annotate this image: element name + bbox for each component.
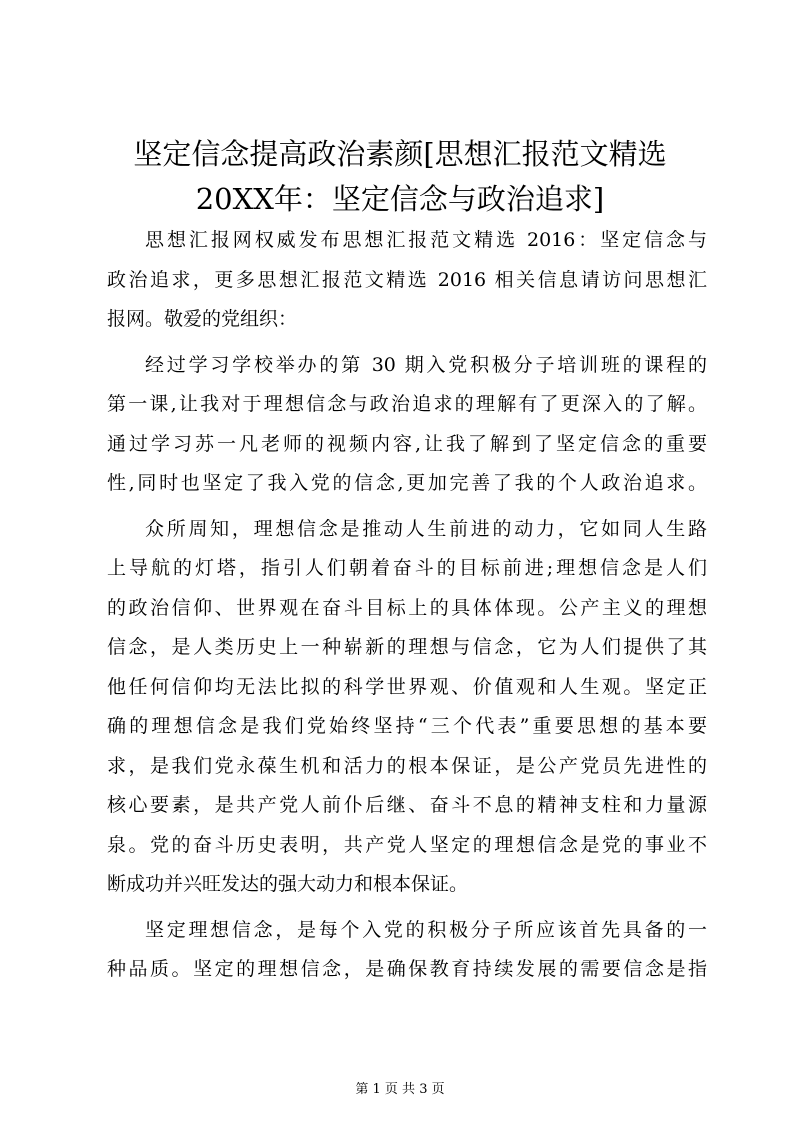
text-line: 第一课,让我对于理想信念与政治追求的理解有了更深入的了解。 [107,393,707,415]
text-line: 上导航的灯塔，指引人们朝着奋斗的目标前进;理想信念是人们 [107,557,707,579]
text-line: 信念，是人类历史上一种崭新的理想与信念，它为人们提供了其 [107,636,707,658]
paragraph-intro [107,221,707,340]
paragraph-course [107,346,707,504]
text-line: 众所周知，理想信念是推动人生前进的动力，它如同人生路 [145,517,707,540]
text-line: 报网。敬爱的党组织： [107,308,298,330]
text-line: 他任何信仰均无法比拟的科学世界观、价值观和人生观。坚定正 [107,675,707,698]
text-line: 通过学习苏一凡老师的视频内容,让我了解到了坚定信念的重要 [107,432,707,455]
text-line: 求，是我们党永葆生机和活力的根本保证，是公产党员先进性的 [107,754,707,777]
page-number-footer: 第 1 页 共 3 页 [355,1082,445,1097]
paragraph-firm-belief [107,911,707,990]
title-line: 20XX年：坚定信念与政治追求] [195,182,605,216]
document-title [100,132,700,222]
text-line: 思想汇报网权威发布思想汇报范文精选 2016：坚定信念与 [145,229,707,251]
text-line: 种品质。坚定的理想信念，是确保教育持续发展的需要信念是指 [107,958,707,980]
text-line: 的政治信仰、世界观在奋斗目标上的具体体现。公产主义的理想 [107,596,707,619]
text-line: 坚定理想信念，是每个入党的积极分子所应该首先具备的一 [145,918,707,941]
text-line: 断成功并兴旺发达的强大动力和根本保证。 [107,873,469,895]
text-line: 核心要素，是共产党人前仆后继、奋斗不息的精神支柱和力量源 [107,794,707,816]
text-line: 泉。党的奋斗历史表明，共产党人坚定的理想信念是党的事业不 [107,833,707,856]
text-line: 性,同时也坚定了我入党的信念,更加完善了我的个人政治追求。 [107,472,707,494]
document-body [107,221,707,996]
text-line: 经过学习学校举办的第 30 期入党积极分子培训班的课程的 [145,353,707,376]
title-line: 坚定信念提高政治素颜[思想汇报范文精选 [133,137,667,171]
paragraph-ideals [107,510,707,905]
text-line: 确的理想信念是我们党始终坚持“三个代表”重要思想的基本要 [107,715,707,737]
text-line: 政治追求，更多思想汇报范文精选 2016 相关信息请访问思想汇 [107,268,707,291]
